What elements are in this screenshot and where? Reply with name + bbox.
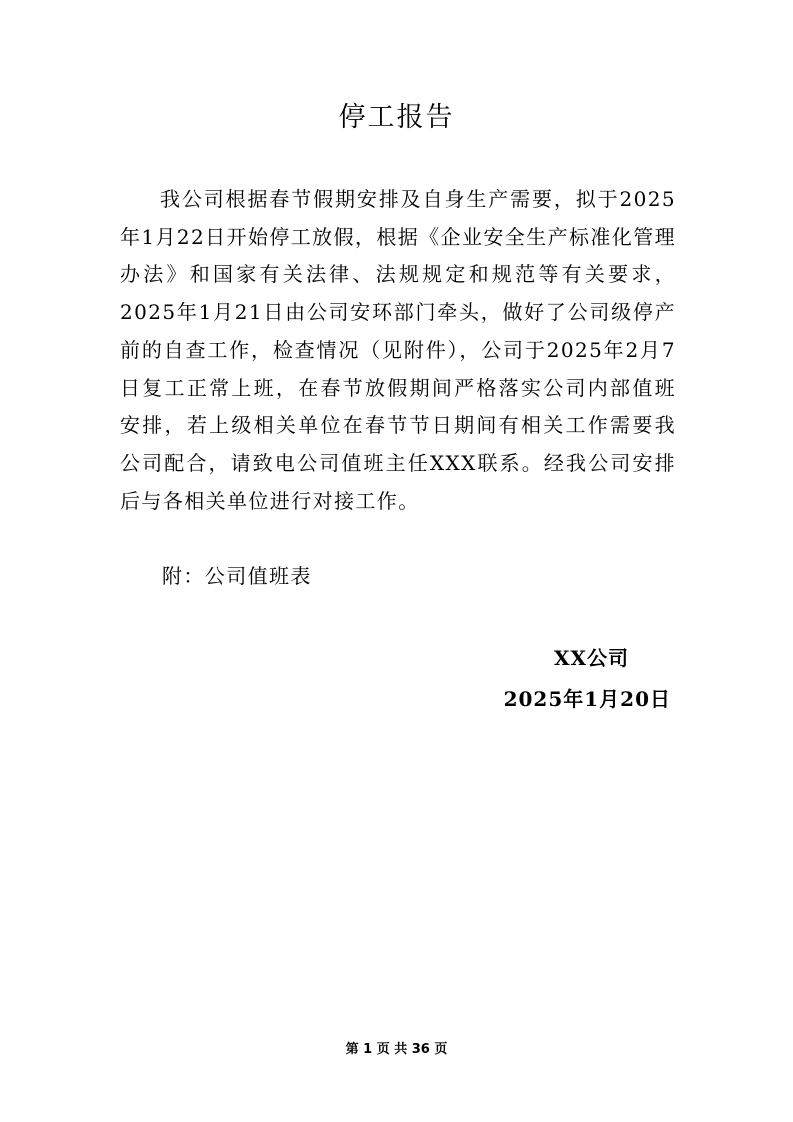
page-number-footer: 第 1 页 共 36 页 (345, 1042, 448, 1057)
report-body-paragraph: 我公司根据春节假期安排及自身生产需要，拟于2025年1月22日开始停工放假，根据《企业安全生产标准化管理办法》和国家有关法律、法规规定和规范等有关要求，2025年1月21日由公司安环部门牵头，做好了公司级停产前的自查工作，检查情况（见附件），公司于2025年2月7日复工正常上班，在春节放假期间严格落实公司内部值班安排，若上级相关单位在春节节日期间有相关工作需要我公司配合，请致电公司值班主任XXX联系。经我公司安排后与各相关单位进行对接工作。 (120, 187, 676, 513)
attachment-note: 附：公司值班表 (162, 564, 312, 588)
signature-company: XX公司 (553, 646, 629, 670)
signature-date: 2025年1月20日 (503, 687, 671, 711)
document-title: 停工报告 (338, 102, 455, 133)
